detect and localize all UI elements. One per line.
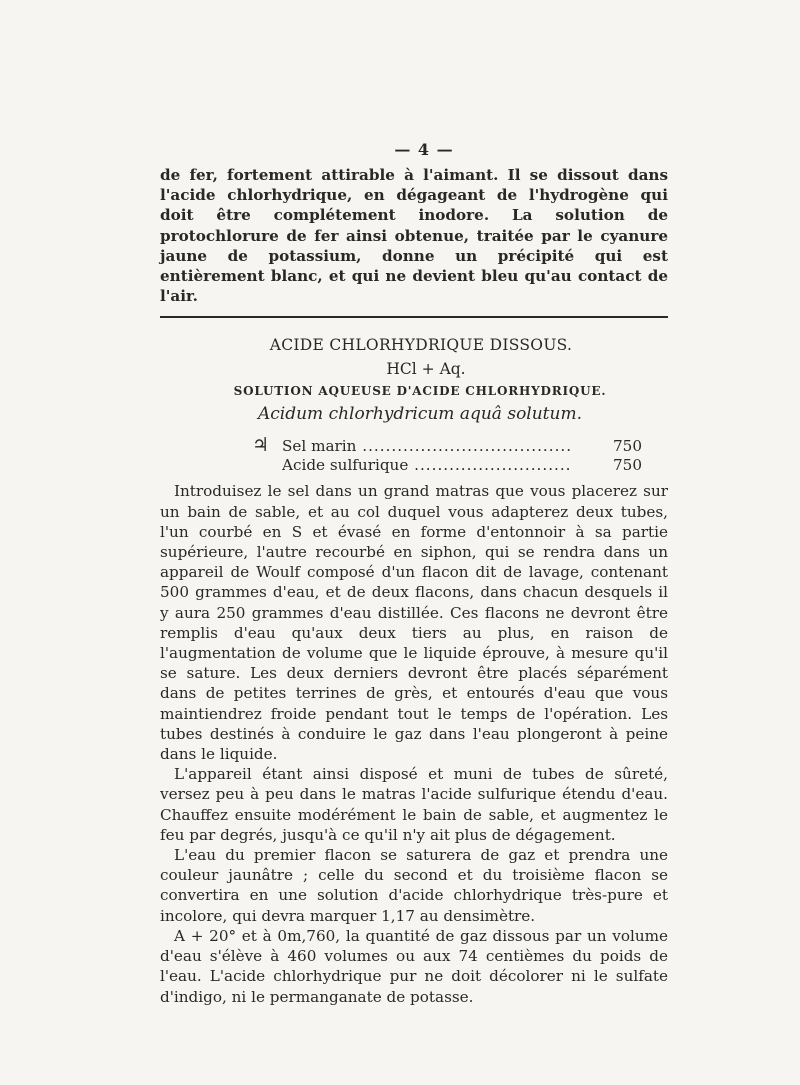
latin-name: Acidum chlorhydricum aquâ solutum. bbox=[257, 404, 582, 425]
chemical-formula: HCl + Aq. bbox=[386, 360, 466, 379]
recipe-item bbox=[252, 436, 652, 456]
recipe-symbol: ♃ bbox=[252, 434, 270, 457]
section-divider bbox=[160, 316, 668, 318]
recipe-item-name: Acide sulfurique ..... bbox=[282, 456, 570, 474]
recipe-list bbox=[252, 436, 652, 475]
recipe-item-quantity: 750 bbox=[613, 437, 642, 456]
recipe-item-name: Sel marin ..... bbox=[282, 437, 570, 455]
body-paragraph: L'eau du premier flacon se saturera de gaz et prendra une couleur jaunâtre ; celle du second et du troisième flacon se convertira en une solution d'acide chlorhydrique très-pure et incolore, qui devra marquer 1,17 au densimètre. bbox=[160, 846, 668, 925]
section-title: ACIDE CHLORHYDRIQUE DISSOUS. bbox=[269, 336, 573, 355]
body-paragraph: Introduisez le sel dans un grand matras que vous placerez sur un bain de sable, et au col duquel vous adapterez deux tubes, l'un courbé en S et évasé en forme d'entonnoir à sa partie supérieure, l'autre recourbé en siphon, qui se rendra dans un appareil de Woulf composé d'un flacon dit de lavage, contenant 500 grammes d'eau, et de deux flacons, dans chacun desquels il y aura 250 grammes d'eau distillée. Ces flacons ne devront être remplis d'eau qu'aux deux tiers au plus, en raison de l'augmentation de volume que le liquide éprouve, à mesure qu'il se sature. Les deux derniers devront être placés séparément dans de petites terrines de grès, et entourés d'eau que vous maintiendrez froide pendant tout le temps de l'opération. Les tubes destinés à conduire le gaz dans l'eau plongeront à peine dans le liquide. bbox=[160, 482, 668, 764]
document-page bbox=[160, 140, 668, 1007]
recipe-item-quantity: 750 bbox=[613, 456, 642, 475]
recipe-item bbox=[252, 456, 652, 475]
intro-paragraph: de fer, fortement attirable à l'aimant. Il se dissout dans l'acide chlorhydrique, en dégageant de l'hydrogène qui doit être complétement inodore. La solution de protochlorure de fer ainsi obtenue, traitée par le cyanure jaune de potassium, donne un précipité qui est entièrement blanc, et qui ne devient bleu qu'au contact de l'air. bbox=[160, 166, 668, 306]
body-paragraph: L'appareil étant ainsi disposé et muni de tubes de sûreté, versez peu à peu dans le matras l'acide sulfurique étendu d'eau. Chauffez ensuite modérément le bain de sable, et augmentez le feu par degrés, jusqu'à ce qu'il n'y ait plus de dégagement. bbox=[160, 765, 668, 844]
body-paragraph: A + 20° et à 0m,760, la quantité de gaz dissous par un volume d'eau s'élève à 460 volumes ou aux 74 centièmes du poids de l'eau. L'acide chlorhydrique pur ne doit décolorer ni le sulfate d'indigo, ni le permanganate de potasse. bbox=[160, 926, 668, 1006]
page-number: — 4 — bbox=[394, 140, 454, 159]
section-subtitle: SOLUTION AQUEUSE D'ACIDE CHLORHYDRIQUE. bbox=[233, 384, 607, 399]
